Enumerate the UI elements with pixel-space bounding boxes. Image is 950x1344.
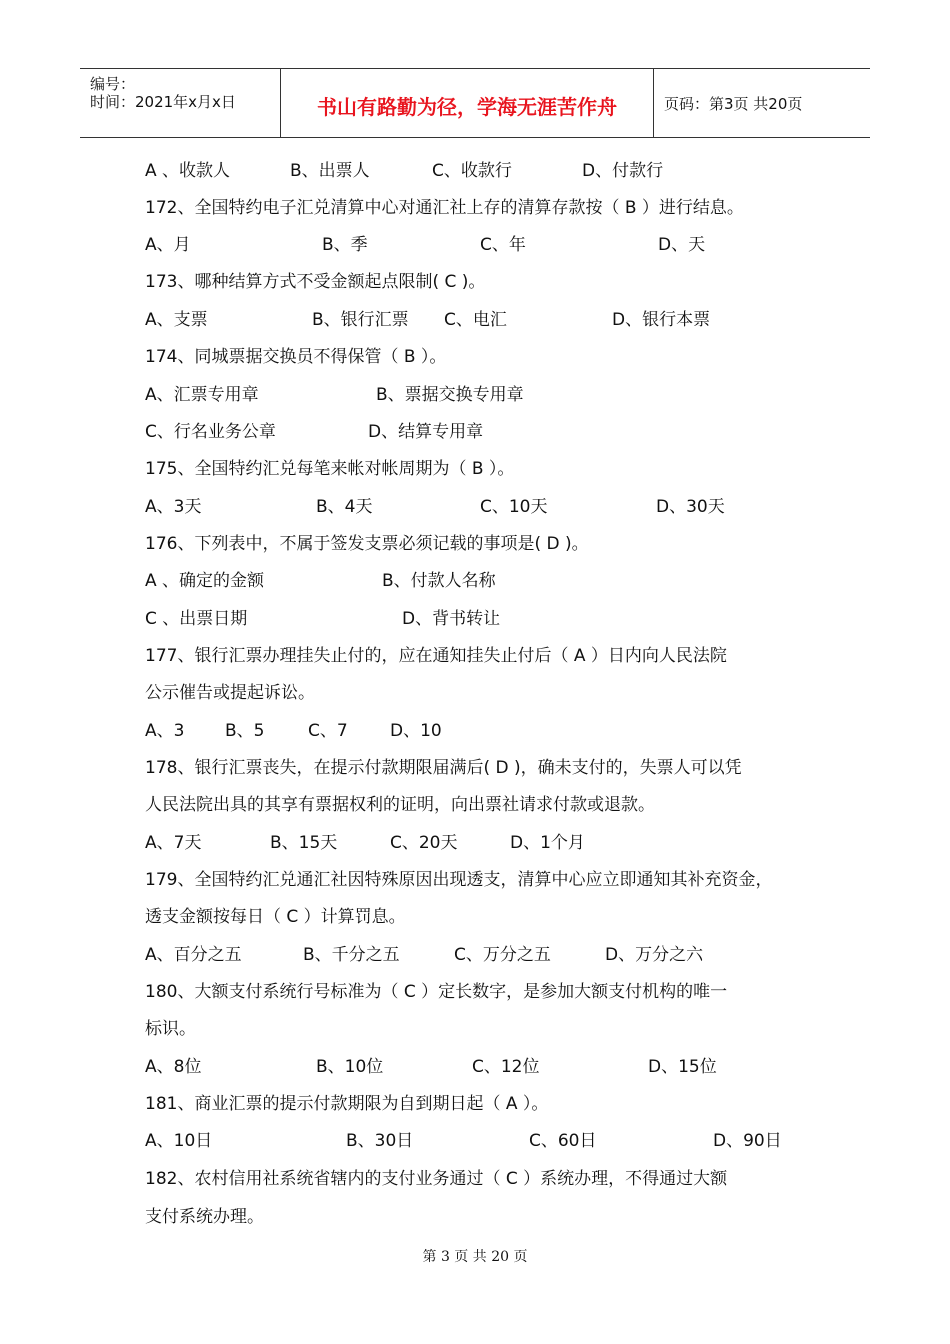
option: B、银行汇票 bbox=[312, 310, 409, 330]
option: B、10位 bbox=[316, 1057, 384, 1077]
question-continuation: 标识。 bbox=[145, 1019, 196, 1039]
option: A、8位 bbox=[145, 1057, 202, 1077]
option: D、15位 bbox=[648, 1057, 717, 1077]
option: A、3天 bbox=[145, 497, 202, 517]
option: B、4天 bbox=[316, 497, 373, 517]
option: C、电汇 bbox=[444, 310, 507, 330]
question: 180、大额支付系统行号标准为（ C ）定长数字，是参加大额支付机构的唯一 bbox=[145, 982, 728, 1002]
option: C 、出票日期 bbox=[145, 609, 248, 629]
option: D、银行本票 bbox=[612, 310, 711, 330]
header-motto-cell bbox=[281, 69, 654, 137]
question: 175、全国特约汇兑每笔来帐对帐周期为（ B ）。 bbox=[145, 459, 515, 479]
question-continuation: 透支金额按每日（ C ）计算罚息。 bbox=[145, 907, 406, 927]
option: D、付款行 bbox=[582, 161, 664, 181]
option: B、30日 bbox=[346, 1131, 414, 1151]
option: A、月 bbox=[145, 235, 191, 255]
option: A 、收款人 bbox=[145, 161, 231, 181]
question: 179、全国特约汇兑通汇社因特殊原因出现透支，清算中心应立即通知其补充资金， bbox=[145, 870, 773, 890]
option: D、结算专用章 bbox=[368, 422, 484, 442]
option: C、12位 bbox=[472, 1057, 540, 1077]
option: D、90日 bbox=[713, 1131, 782, 1151]
question-continuation: 公示催告或提起诉讼。 bbox=[145, 683, 315, 703]
option: B、千分之五 bbox=[303, 945, 400, 965]
question: 182、农村信用社系统省辖内的支付业务通过（ C ）系统办理，不得通过大额 bbox=[145, 1169, 728, 1189]
option: C、60日 bbox=[529, 1131, 597, 1151]
option: C、行名业务公章 bbox=[145, 422, 276, 442]
option: A、百分之五 bbox=[145, 945, 242, 965]
question-continuation: 人民法院出具的其享有票据权利的证明，向出票社请求付款或退款。 bbox=[145, 795, 655, 815]
option: B、15天 bbox=[270, 833, 338, 853]
option: C、收款行 bbox=[432, 161, 512, 181]
question: 178、银行汇票丧失，在提示付款期限届满后( D )，确未支付的，失票人可以凭 bbox=[145, 758, 742, 778]
option: D、天 bbox=[658, 235, 706, 255]
question: 172、全国特约电子汇兑清算中心对通汇社上存的清算存款按（ B ）进行结息。 bbox=[145, 198, 744, 218]
option: A、10日 bbox=[145, 1131, 213, 1151]
option: C、7 bbox=[308, 721, 348, 741]
option: D、1个月 bbox=[510, 833, 585, 853]
question-continuation: 支付系统办理。 bbox=[145, 1207, 264, 1227]
date: 时间：2021年x月x日 bbox=[90, 93, 236, 111]
option: D、背书转让 bbox=[402, 609, 501, 629]
option: A、3 bbox=[145, 721, 185, 741]
option: D、10 bbox=[390, 721, 442, 741]
option: C、10天 bbox=[480, 497, 548, 517]
header-meta bbox=[80, 69, 281, 137]
option: C、20天 bbox=[390, 833, 458, 853]
motto: 书山有路勤为径，学海无涯苦作舟 bbox=[317, 95, 617, 119]
option: D、万分之六 bbox=[605, 945, 704, 965]
option: D、30天 bbox=[656, 497, 725, 517]
question: 176、下列表中，不属于签发支票必须记载的事项是( D )。 bbox=[145, 534, 589, 554]
option: A、汇票专用章 bbox=[145, 385, 259, 405]
option: A 、确定的金额 bbox=[145, 571, 265, 591]
question: 177、银行汇票办理挂失止付的，应在通知挂失止付后（ A ）日内向人民法院 bbox=[145, 646, 727, 666]
serial-number: 编号： bbox=[90, 75, 136, 93]
question: 181、商业汇票的提示付款期限为自到期日起（ A ）。 bbox=[145, 1094, 549, 1114]
header-page-cell bbox=[654, 69, 870, 137]
option: A、7天 bbox=[145, 833, 202, 853]
option: B、出票人 bbox=[290, 161, 370, 181]
page-info: 页码：第3页 共20页 bbox=[664, 95, 803, 113]
page-footer: 第 3 页 共 20 页 bbox=[422, 1249, 528, 1265]
question: 173、哪种结算方式不受金额起点限制( C )。 bbox=[145, 272, 486, 292]
option: B、季 bbox=[322, 235, 368, 255]
option: B、票据交换专用章 bbox=[376, 385, 524, 405]
option: A、支票 bbox=[145, 310, 208, 330]
page-header bbox=[80, 68, 870, 138]
option: B、5 bbox=[225, 721, 265, 741]
question: 174、同城票据交换员不得保管（ B ）。 bbox=[145, 347, 447, 367]
option: C、年 bbox=[480, 235, 526, 255]
option: C、万分之五 bbox=[454, 945, 551, 965]
option: B、付款人名称 bbox=[382, 571, 496, 591]
